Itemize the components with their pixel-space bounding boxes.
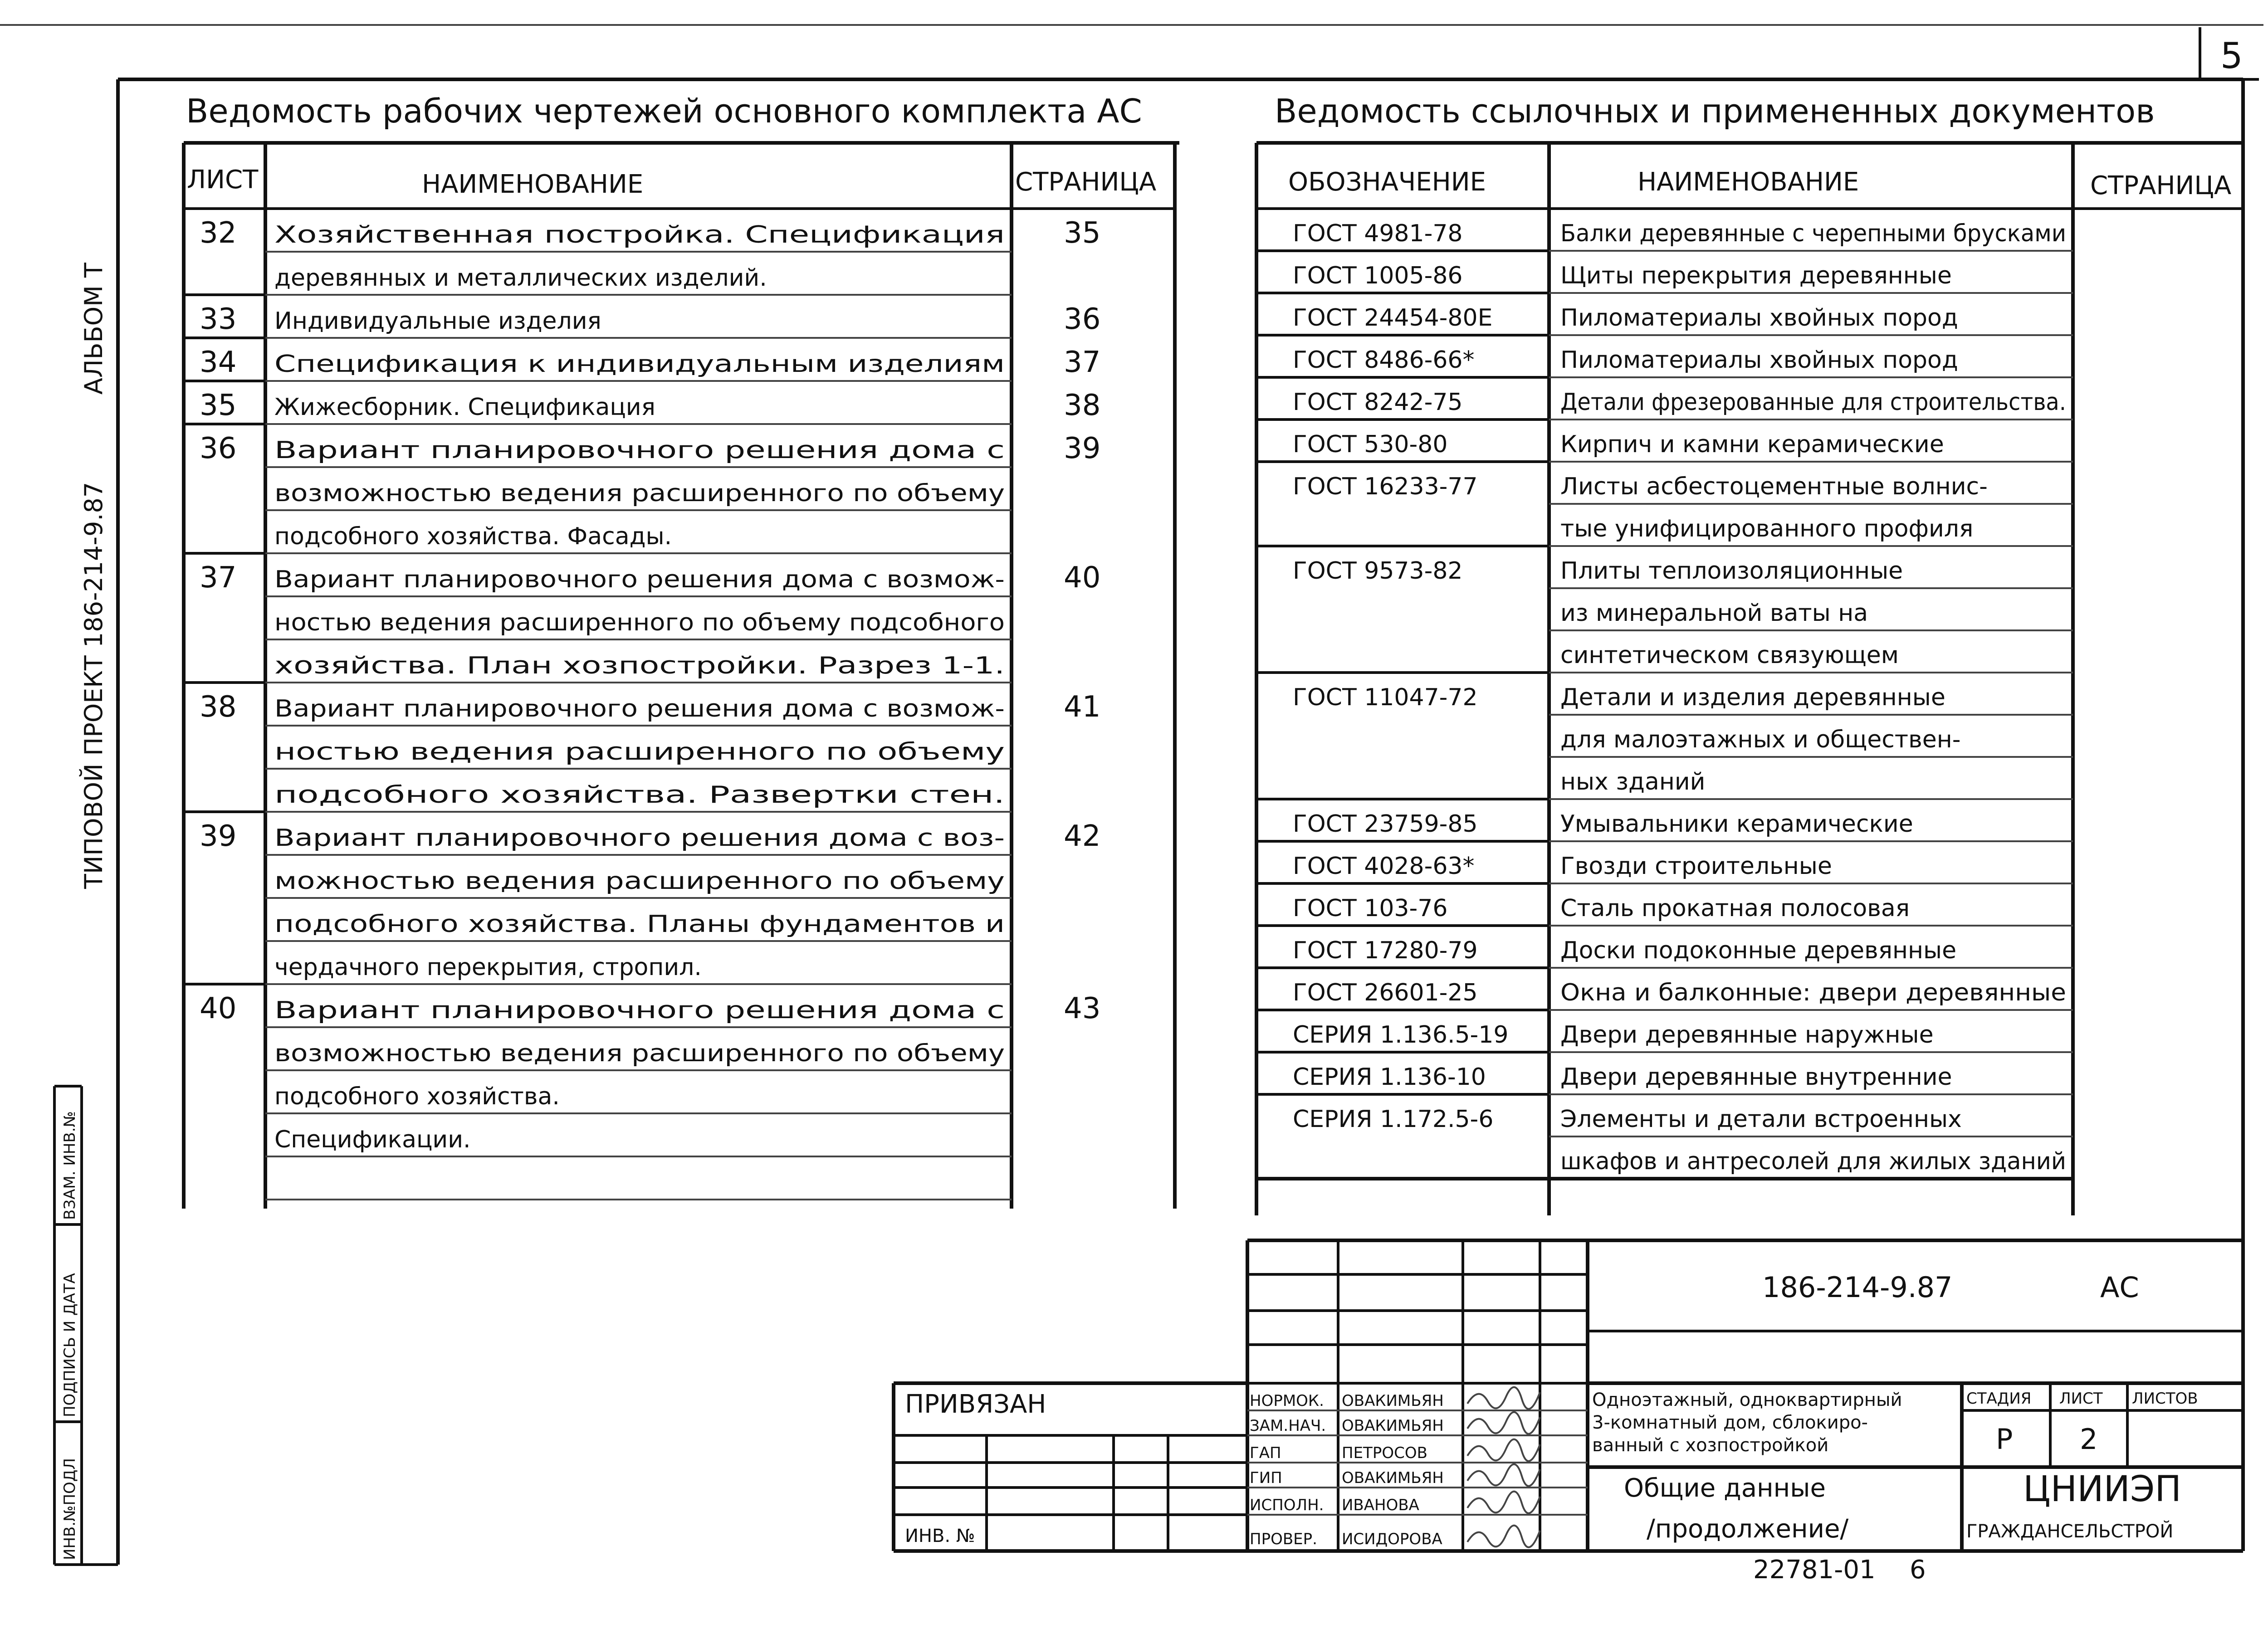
left-row-name: возможностью ведения расширенного по объему [274,480,1005,507]
right-table-title: Ведомость ссылочных и примененных документов [1275,92,2155,130]
right-row-name: Пиломатериалы хвойных пород [1560,346,1958,374]
object-title-line-1: Одноэтажный, одноквартирный [1592,1390,1902,1410]
left-row-page: 42 [1064,819,1101,853]
left-row-sheet: 39 [200,819,237,853]
left-row-sheet: 36 [200,432,237,465]
right-row-code: ГОСТ 11047-72 [1293,684,1478,711]
right-row-name: из минеральной ваты на [1560,600,1868,627]
right-row-code: ГОСТ 24454-80Е [1293,304,1493,332]
left-row-name: Вариант планировочного решения дома с [274,997,1005,1024]
margin-stamp [54,1086,118,1565]
margin-inv-label: ИНВ.№ПОДЛ [61,1458,79,1560]
left-row-name: можностью ведения расширенного по объему [274,868,1005,895]
left-row-name: Вариант планировочного решения дома с возмож- [274,566,1005,593]
left-row-page: 36 [1064,302,1101,336]
signer-role: ГАП [1250,1444,1281,1462]
title-block [894,1240,2243,1585]
right-table-rows [1256,209,2073,1179]
left-row-name: подсобного хозяйства. [274,1083,560,1110]
object-title-line-3: ванный с хозпостройкой [1592,1435,1829,1456]
right-row-code: ГОСТ 4981-78 [1293,220,1463,247]
left-row-name: Вариант планировочного решения дома с возмож- [274,695,1005,722]
stamp-privyazan: ПРИВЯЗАН [905,1390,1046,1419]
left-row-name: чердачного перекрытия, стропил. [274,954,702,981]
left-row-name: Вариант планировочного решения дома с воз- [274,824,1005,852]
right-row-name: для малоэтажных и обществен- [1560,726,1961,753]
left-table-title: Ведомость рабочих чертежей основного комплекта АС [186,92,1142,130]
right-header-name: НАИМЕНОВАНИЕ [1637,167,1859,197]
stamp-inv-no: ИНВ. № [905,1526,975,1546]
left-header-page: СТРАНИЦА [1015,167,1157,197]
signer-name: ИВАНОВА [1342,1496,1419,1514]
right-row-name: Элементы и детали встроенных [1560,1106,1962,1133]
bottom-page: 6 [1910,1555,1926,1585]
right-row-code: ГОСТ 16233-77 [1293,473,1478,500]
right-row-code: ГОСТ 9573-82 [1293,557,1463,585]
right-row-code: ГОСТ 1005-86 [1293,262,1463,289]
left-row-page: 35 [1064,216,1101,250]
signer-role: ПРОВЕР. [1250,1530,1317,1548]
right-row-name: тые унифицированного профиля [1560,515,1974,542]
right-row-name: шкафов и антресолей для жилых зданий [1560,1148,2066,1175]
right-row-name: Окна и балконные: двери деревянные [1560,979,2066,1006]
left-row-name: Спецификации. [274,1126,471,1153]
left-row-name: подсобного хозяйства. Фасады. [274,523,672,550]
signature-mark [1467,1464,1540,1486]
left-row-name: Спецификация к индивидуальным изделиям [274,351,1005,378]
left-header-sheet: ЛИСТ [187,165,259,195]
bottom-number: 22781-01 [1753,1555,1876,1585]
left-row-name: Индивидуальные изделия [274,307,601,335]
stage-value: Р [1996,1423,2013,1456]
margin-sign-label: ПОДПИСЬ И ДАТА [61,1273,79,1417]
right-table [1256,143,2243,1215]
left-row-sheet: 33 [200,302,237,336]
left-table-rows [184,209,1100,1200]
sheet-label: ЛИСТ [2059,1390,2103,1408]
right-row-name: Листы асбестоцементные волнис- [1560,473,1988,500]
left-row-name: ностью ведения расширенного по объему [274,738,1005,766]
project-label: ТИПОВОЙ ПРОЕКТ 186-214-9.87 [79,482,108,889]
signature-mark [1467,1387,1540,1409]
right-row-code: СЕРИЯ 1.136.5-19 [1293,1021,1509,1049]
album-label: АЛЬБОМ Т [79,263,108,395]
left-row-page: 41 [1064,690,1101,724]
right-row-code: ГОСТ 23759-85 [1293,810,1478,838]
right-row-code: ГОСТ 17280-79 [1293,937,1478,964]
signer-name: ОВАКИМЬЯН [1342,1417,1444,1435]
right-row-code: ГОСТ 4028-63* [1293,853,1475,880]
left-row-page: 37 [1064,346,1101,379]
right-row-code: ГОСТ 8242-75 [1293,389,1463,416]
left-row-name: деревянных и металлических изделий. [274,264,767,292]
left-row-name: ностью ведения расширенного по объему подсобного [274,609,1005,636]
left-row-name: Вариант планировочного решения дома с [274,437,1005,464]
page-number: 5 [2220,36,2243,77]
right-row-code: СЕРИЯ 1.172.5-6 [1293,1106,1494,1133]
left-row-name: возможностью ведения расширенного по объему [274,1040,1005,1067]
right-row-code: ГОСТ 26601-25 [1293,979,1478,1006]
right-row-code: СЕРИЯ 1.136-10 [1293,1063,1486,1091]
left-row-name: Хозяйственная постройка. Спецификация [274,221,1005,249]
signature-mark [1467,1526,1540,1547]
signer-role: ИСПОЛН. [1250,1496,1324,1514]
right-row-code: ГОСТ 8486-66* [1293,346,1475,374]
stamp-project-code: 186-214-9.87 [1762,1271,1953,1304]
org-name: ЦНИИЭП [2023,1469,2182,1510]
right-row-name: Двери деревянные наружные [1560,1021,1934,1049]
right-row-name: Балки деревянные с черепными брусками [1560,220,2066,247]
right-row-name: Детали и изделия деревянные [1560,684,1945,711]
left-row-sheet: 37 [200,561,237,595]
right-row-name: синтетическом связующем [1560,642,1899,669]
signer-name: ПЕТРОСОВ [1342,1444,1427,1462]
right-row-code: ГОСТ 103-76 [1293,895,1448,922]
signature-mark [1467,1412,1540,1434]
left-row-name: Жижесборник. Спецификация [274,394,655,421]
right-row-name: Сталь прокатная полосовая [1560,895,1910,922]
object-title-line-2: 3-комнатный дом, сблокиро- [1592,1412,1868,1433]
right-row-name: Пиломатериалы хвойных пород [1560,304,1958,332]
right-row-name: ных зданий [1560,768,1706,795]
margin-vzam-label: ВЗАМ. ИНВ.№ [61,1111,79,1220]
left-header-name: НАИМЕНОВАНИЕ [422,170,644,199]
right-row-code: ГОСТ 530-80 [1293,431,1448,458]
right-row-name: Щиты перекрытия деревянные [1560,262,1952,289]
right-row-name: Двери деревянные внутренние [1560,1063,1952,1091]
left-table [184,143,1179,1209]
sheets-label: ЛИСТОВ [2132,1390,2198,1408]
left-row-name: подсобного хозяйства. Планы фундаментов и [274,911,1005,938]
doc-title-line-1: Общие данные [1624,1473,1826,1503]
left-row-page: 39 [1064,432,1101,465]
left-row-name: хозяйства. План хозпостройки. Разрез 1-1. [274,652,1005,679]
right-row-name: Гвозди строительные [1560,853,1832,880]
right-header-code: ОБОЗНАЧЕНИЕ [1288,167,1486,197]
doc-title-line-2: /продолжение/ [1647,1514,1849,1544]
left-row-sheet: 38 [200,690,237,724]
right-row-name: Доски подоконные деревянные [1560,937,1957,964]
left-row-sheet: 34 [200,346,237,379]
left-row-sheet: 40 [200,992,237,1025]
stamp-set-code: АС [2100,1271,2139,1304]
left-row-sheet: 35 [200,389,237,422]
right-header-page: СТРАНИЦА [2090,171,2232,200]
right-row-name: Кирпич и камни керамические [1560,431,1944,458]
left-row-page: 43 [1064,992,1101,1025]
left-row-name: подсобного хозяйства. Развертки стен. [274,781,1005,809]
left-row-sheet: 32 [200,216,237,250]
signer-name: ИСИДОРОВА [1342,1530,1442,1548]
signature-mark [1467,1492,1540,1513]
signature-mark [1467,1439,1540,1461]
stage-label: СТАДИЯ [1966,1390,2032,1408]
signer-name: ОВАКИМЬЯН [1342,1469,1444,1487]
signer-role: ГИП [1250,1469,1282,1487]
sheet-value: 2 [2080,1423,2098,1456]
signer-name: ОВАКИМЬЯН [1342,1392,1444,1410]
left-row-page: 38 [1064,389,1101,422]
signer-role: НОРМОК. [1250,1392,1324,1410]
right-row-name: Детали фрезерованные для строительства. [1560,389,2066,416]
signer-role: ЗАМ.НАЧ. [1250,1417,1326,1435]
right-row-name: Плиты теплоизоляционные [1560,557,1903,585]
left-row-page: 40 [1064,561,1101,595]
org-subname: ГРАЖДАНСЕЛЬСТРОЙ [1966,1521,2174,1542]
right-row-name: Умывальники керамические [1560,810,1913,838]
